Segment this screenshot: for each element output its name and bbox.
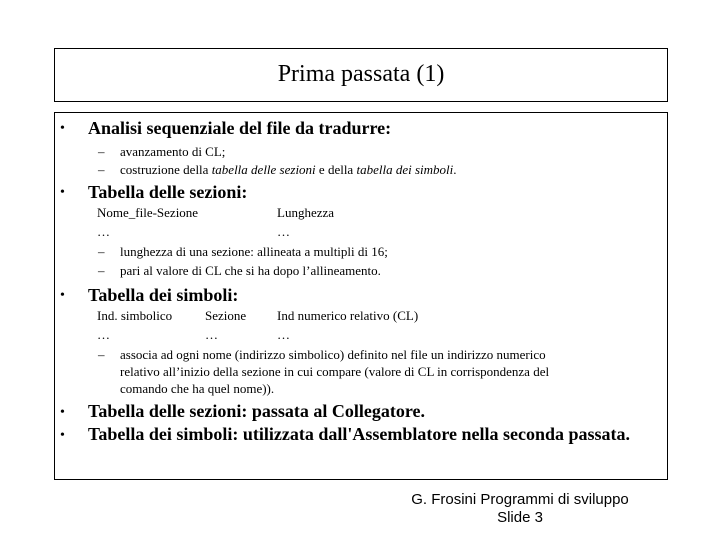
col-sezione: Sezione: [205, 308, 247, 323]
ellipsis: …: [97, 224, 110, 239]
sub-avanzamento: avanzamento di CL;: [120, 144, 226, 159]
sub-pari: pari al valore di CL che si ha dopo l’allineamento.: [120, 263, 381, 278]
footer-line2: Slide 3: [497, 509, 543, 526]
footer-line1: G. Frosini Programmi di sviluppo: [411, 491, 629, 508]
heading-collegatore: Tabella delle sezioni: passata al Collegatore.: [88, 401, 425, 421]
sub-associa-line1: associa ad ogni nome (indirizzo simbolico) definito nel file un indirizzo numerico: [120, 347, 546, 362]
bullet-3: •: [60, 288, 65, 303]
ellipsis: …: [97, 327, 110, 342]
bullet-5: •: [60, 428, 65, 443]
ellipsis: …: [277, 224, 290, 239]
dash-4: –: [98, 263, 105, 278]
sub-lunghezza: lunghezza di una sezione: allineata a multipli di 16;: [120, 244, 388, 259]
ellipsis: …: [205, 327, 218, 342]
sub-costruzione: costruzione della tabella delle sezioni e della tabella dei simboli.: [120, 162, 457, 177]
dash-5: –: [98, 347, 105, 362]
heading-tabella-simboli: Tabella dei simboli:: [88, 285, 239, 305]
col-ind-simbolico: Ind. simbolico: [97, 308, 173, 323]
col-lunghezza: Lunghezza: [277, 205, 335, 220]
ellipsis: …: [277, 327, 290, 342]
bullet-1: •: [60, 121, 65, 136]
footer: [380, 491, 660, 526]
col-ind-numerico: Ind numerico relativo (CL): [277, 308, 419, 323]
bullet-2: •: [60, 185, 65, 200]
title-box: [54, 48, 668, 102]
heading-assemblatore: Tabella dei simboli: utilizzata dall'Assemblatore nella seconda passata.: [88, 424, 631, 444]
dash-3: –: [98, 244, 105, 259]
sub-associa-line2: relativo all’inizio della sezione in cui compare (valore di CL in corrispondenza del: [120, 364, 550, 379]
slide-title: Prima passata (1): [277, 61, 445, 87]
heading-analisi: Analisi sequenziale del file da tradurre:: [88, 118, 392, 138]
dash-2: –: [98, 162, 105, 177]
heading-tabella-sezioni: Tabella delle sezioni:: [88, 182, 248, 202]
col-nome-file-sezione: Nome_file-Sezione: [97, 205, 199, 220]
bullet-4: •: [60, 405, 65, 420]
sub-associa-line3: comando che ha quel nome)).: [120, 381, 275, 396]
dash-1: –: [98, 144, 105, 159]
